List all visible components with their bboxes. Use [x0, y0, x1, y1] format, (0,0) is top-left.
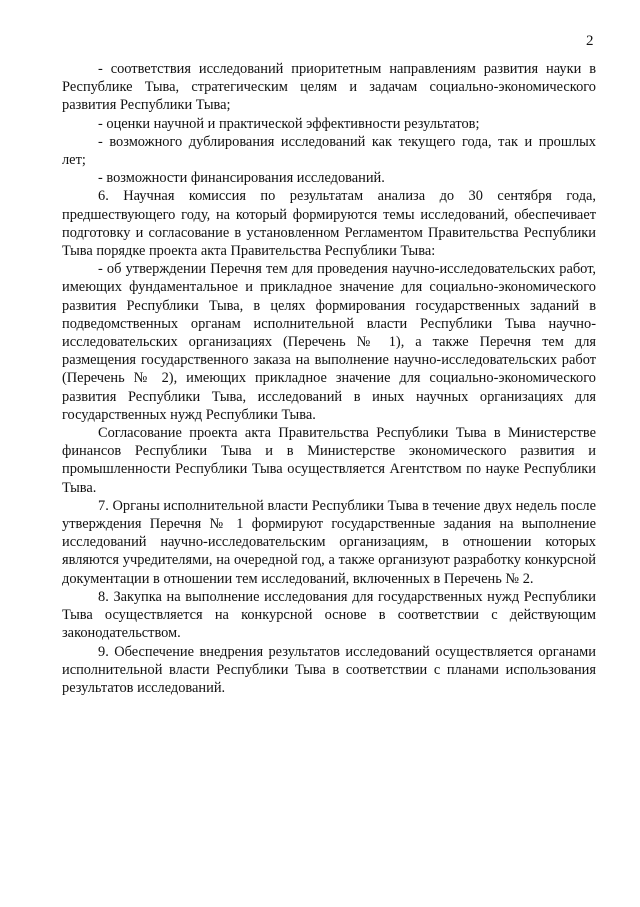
paragraph: 8. Закупка на выполнение исследования для государственных нужд Республики Тыва осуществляется на конкурсной основе в соответствии с действующим законодательством.	[62, 588, 596, 642]
paragraph: - возможного дублирования исследований как текущего года, так и прошлых лет;	[62, 133, 596, 169]
paragraph: Согласование проекта акта Правительства Республики Тыва в Министерстве финансов Республики Тыва и в Министерстве экономического развития и промышленности Республики Тыва осуществляется Агентством по науке Республики Тыва.	[62, 425, 596, 496]
paragraph: - об утверждении Перечня тем для проведения научно-исследовательских работ, имеющих фундаментальное и прикладное значение для социально-экономического развития Республики Тыва, в целях формирования государственных заданий в подведомственных органам исполнительной власти Республики Тыва научно-исследовательских организациях (Перечень № 1), а также Перечня тем для размещения государственного заказа на выполнение научно-исследовательских работ (Перечень № 2), имеющих прикладное значение для социально-экономического развития Республики Тыва, исследований в иных научных организациях для государственных нужд Республики Тыва.	[62, 261, 596, 423]
paragraph: - оценки научной и практической эффективности результатов;	[98, 115, 480, 132]
paragraph: - соответствия исследований приоритетным направлениям развития науки в Республике Тыва, стратегическим целям и задачам социально-экономического развития Республики Тыва;	[62, 61, 596, 114]
paragraph: 7. Органы исполнительной власти Республики Тыва в течение двух недель после утверждения Перечня № 1 формируют государственные задания на выполнение исследований научно-исследовательским организациям, в отношении которых являются учредителями, на очередной год, а также организуют разработку конкурсной документации в отношении тем исследований, включенных в Перечень № 2.	[62, 497, 596, 587]
document-body	[62, 60, 596, 697]
paragraph: 9. Обеспечение внедрения результатов исследований осуществляется органами исполнительной власти Республики Тыва в соответствии с планами использования результатов исследований.	[62, 643, 596, 696]
paragraph: - возможности финансирования исследований.	[98, 170, 385, 187]
page-number: 2	[586, 33, 594, 49]
paragraph: 6. Научная комиссия по результатам анализа до 30 сентября года, предшествующего году, на который формируются темы исследований, обеспечивает подготовку и согласование в установленном Регламентом Правительства Республики Тыва порядке проекта акта Правительства Республики Тыва:	[62, 188, 596, 260]
